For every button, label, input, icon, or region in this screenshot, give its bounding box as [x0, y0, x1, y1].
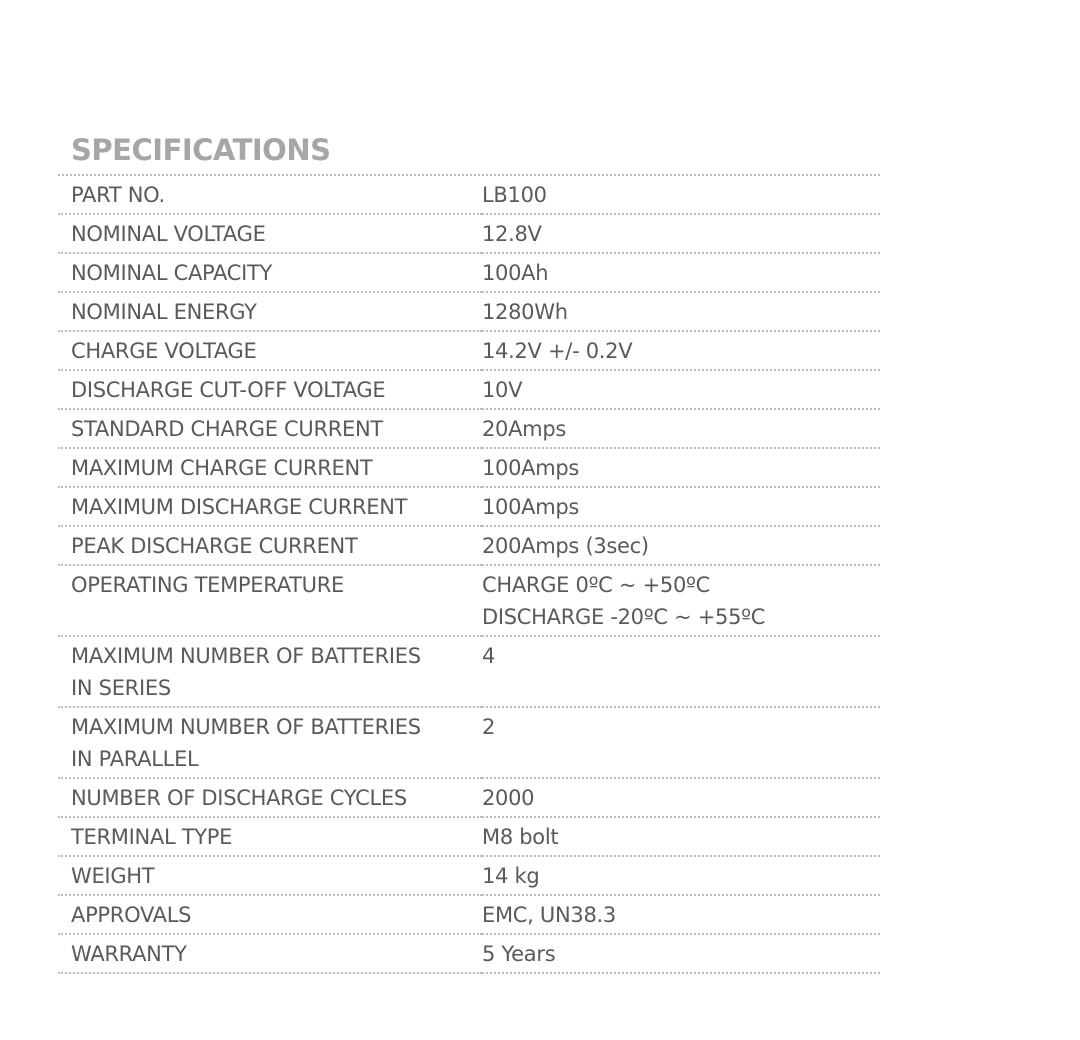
spec-row-max-batteries-parallel [58, 707, 880, 778]
spec-row-warranty [58, 934, 880, 973]
spec-label: PART NO. [58, 176, 482, 214]
spec-value: 20Amps [482, 409, 880, 448]
spec-row-terminal-type [58, 817, 880, 856]
spec-label: NOMINAL ENERGY [58, 292, 482, 331]
spec-value: 200Amps (3sec) [482, 526, 880, 565]
spec-row-nominal-voltage [58, 214, 880, 253]
spec-value: 2000 [482, 778, 880, 817]
spec-value: 100Ah [482, 253, 880, 292]
spec-label: STANDARD CHARGE CURRENT [58, 409, 482, 448]
spec-row-operating-temperature [58, 565, 880, 636]
spec-value: 12.8V [482, 214, 880, 253]
spec-row-discharge-cycles [58, 778, 880, 817]
spec-value: 2 [482, 707, 880, 778]
spec-value: 4 [482, 636, 880, 707]
spec-label: CHARGE VOLTAGE [58, 331, 482, 370]
spec-row-charge-voltage [58, 331, 880, 370]
spec-row-peak-discharge-current [58, 526, 880, 565]
spec-value: M8 bolt [482, 817, 880, 856]
spec-label: MAXIMUM CHARGE CURRENT [58, 448, 482, 487]
spec-value: 1280Wh [482, 292, 880, 331]
spec-row-approvals [58, 895, 880, 934]
specifications-table [58, 176, 880, 974]
spec-value: EMC, UN38.3 [482, 895, 880, 934]
spec-value: 14 kg [482, 856, 880, 895]
spec-label: MAXIMUM NUMBER OF BATTERIES IN SERIES [58, 636, 482, 707]
spec-row-maximum-charge-current [58, 448, 880, 487]
spec-row-nominal-energy [58, 292, 880, 331]
spec-value: 14.2V +/- 0.2V [482, 331, 880, 370]
spec-row-weight [58, 856, 880, 895]
spec-label: DISCHARGE CUT-OFF VOLTAGE [58, 370, 482, 409]
spec-row-maximum-discharge-current [58, 487, 880, 526]
spec-label: TERMINAL TYPE [58, 817, 482, 856]
spec-label: APPROVALS [58, 895, 482, 934]
spec-label: NOMINAL CAPACITY [58, 253, 482, 292]
spec-label: NOMINAL VOLTAGE [58, 214, 482, 253]
specifications-title: SPECIFICATIONS [58, 132, 880, 176]
spec-value: 100Amps [482, 448, 880, 487]
spec-value: CHARGE 0ºC ~ +50ºC DISCHARGE -20ºC ~ +55ºC [482, 565, 880, 636]
spec-row-part-no [58, 176, 880, 214]
spec-label: OPERATING TEMPERATURE [58, 565, 482, 636]
spec-value: 10V [482, 370, 880, 409]
spec-label: MAXIMUM DISCHARGE CURRENT [58, 487, 482, 526]
spec-label: MAXIMUM NUMBER OF BATTERIES IN PARALLEL [58, 707, 482, 778]
spec-label: WARRANTY [58, 934, 482, 973]
spec-value: LB100 [482, 176, 880, 214]
spec-row-max-batteries-series [58, 636, 880, 707]
spec-label: NUMBER OF DISCHARGE CYCLES [58, 778, 482, 817]
spec-row-discharge-cutoff-voltage [58, 370, 880, 409]
spec-label: WEIGHT [58, 856, 482, 895]
spec-value: 5 Years [482, 934, 880, 973]
spec-label: PEAK DISCHARGE CURRENT [58, 526, 482, 565]
spec-row-standard-charge-current [58, 409, 880, 448]
spec-row-nominal-capacity [58, 253, 880, 292]
specifications-section [58, 132, 880, 974]
spec-value: 100Amps [482, 487, 880, 526]
